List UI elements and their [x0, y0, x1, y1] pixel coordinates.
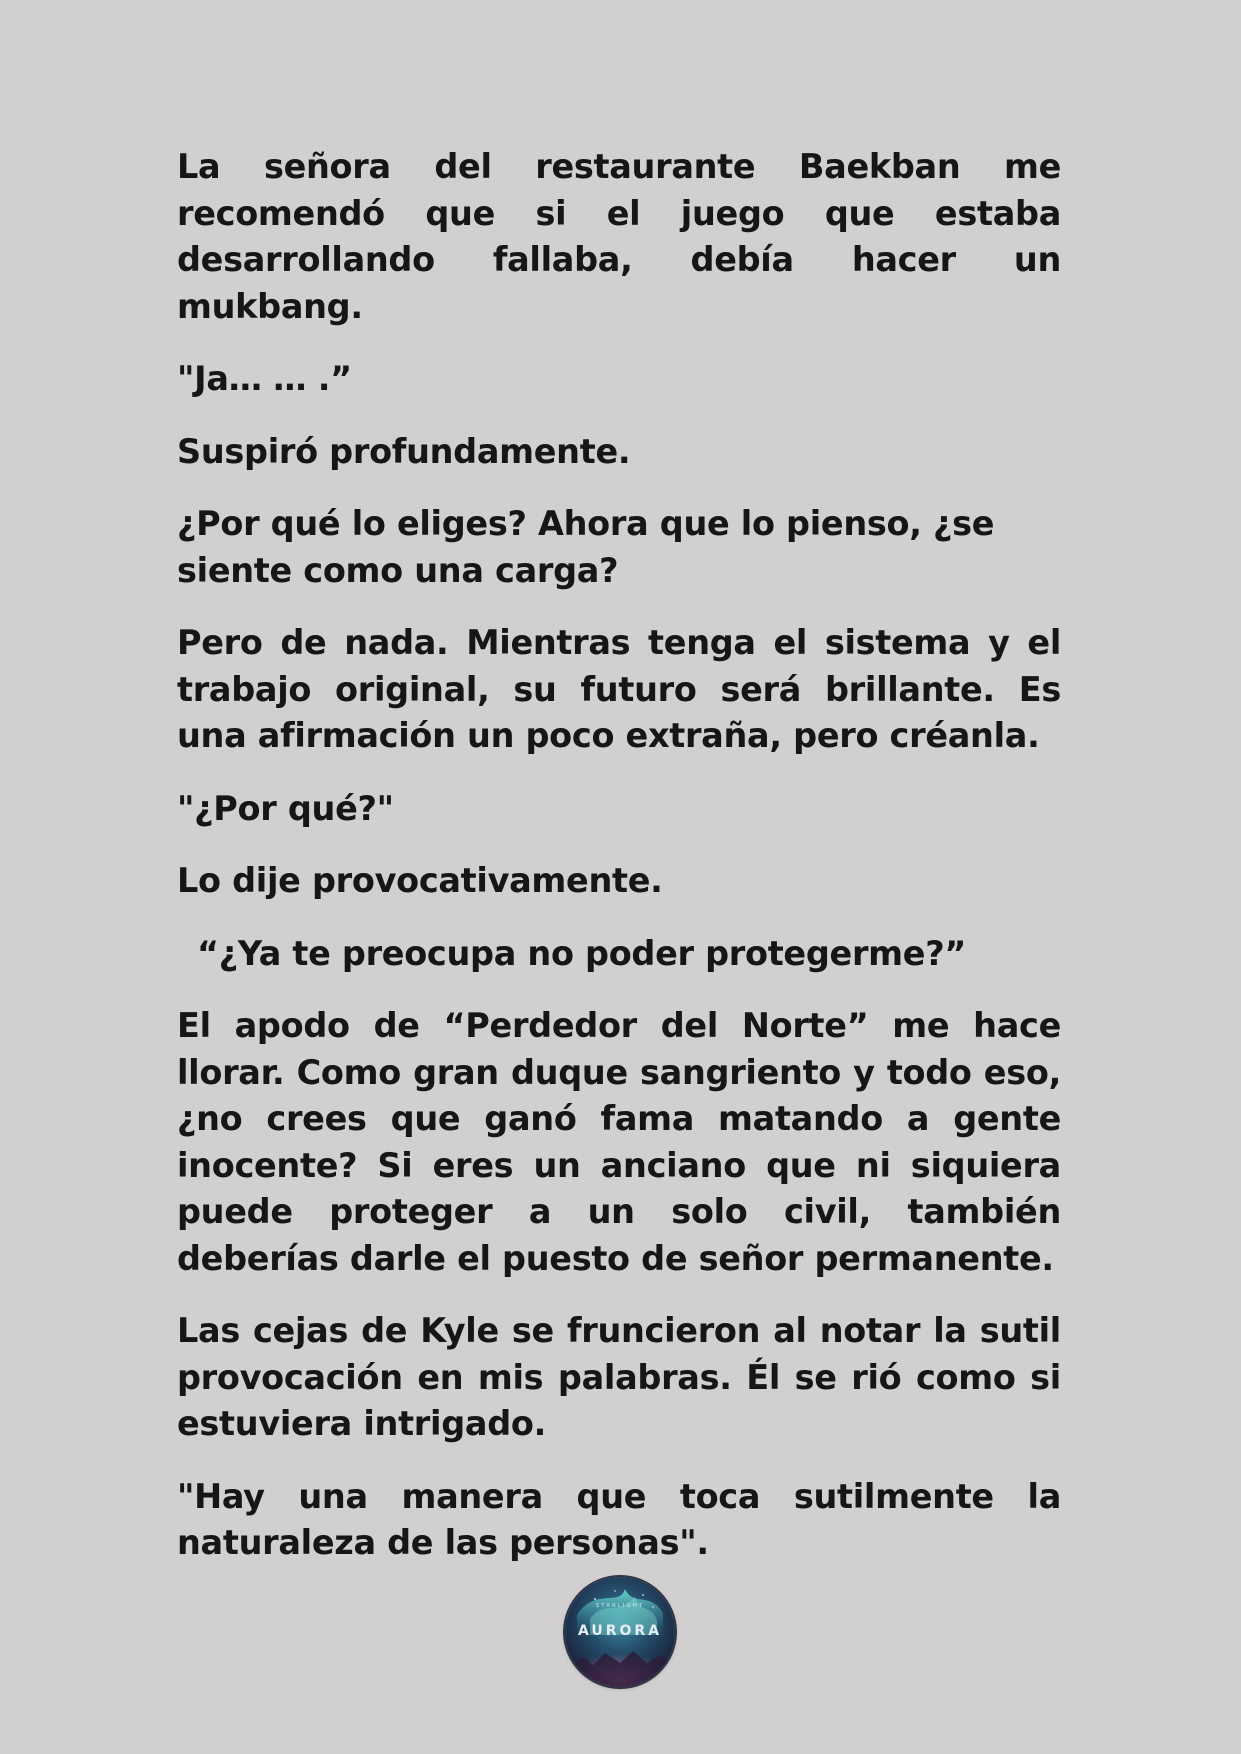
logo-title: AURORA: [577, 1623, 663, 1639]
paragraph-5: Pero de nada. Mientras tenga el sistema y el trabajo original, su futuro será brillante. Es una afirmación un poco extraña, pero créanla.: [177, 623, 1061, 755]
paragraph-1: La señora del restaurante Baekban me recomendó que si el juego que estaba desarrollando fallaba, debía hacer un mukbang.: [177, 147, 1061, 326]
logo-subtitle: STARLIGHT: [595, 1603, 645, 1609]
document-body: [177, 144, 1061, 1593]
paragraph-11: "Hay una manera que toca sutilmente la naturaleza de las personas".: [177, 1476, 1061, 1562]
paragraph-4: ¿Por qué lo eliges? Ahora que lo pienso, ¿se siente como una carga?: [177, 504, 995, 590]
paragraph-2: "Ja… … .”: [177, 359, 352, 398]
paragraph-7: Lo dije provocativamente.: [177, 861, 663, 900]
paragraph-10: Las cejas de Kyle se fruncieron al notar la sutil provocación en mis palabras. Él se rió como si estuviera intrigado.: [177, 1311, 1061, 1443]
paragraph-6: "¿Por qué?": [177, 788, 394, 828]
paragraph-3: Suspiró profundamente.: [177, 431, 631, 471]
paragraph-9: El apodo de “Perdedor del Norte” me hace llorar. Como gran duque sangriento y todo eso, ¿no crees que ganó fama matando a gente inocente? Si eres un anciano que ni siquiera puede proteger a un solo civil, también deberías darle el puesto de señor permanente.: [177, 1006, 1061, 1278]
paragraph-8: “¿Ya te preocupa no poder protegerme?”: [197, 933, 967, 973]
aurora-logo: [565, 1577, 675, 1687]
